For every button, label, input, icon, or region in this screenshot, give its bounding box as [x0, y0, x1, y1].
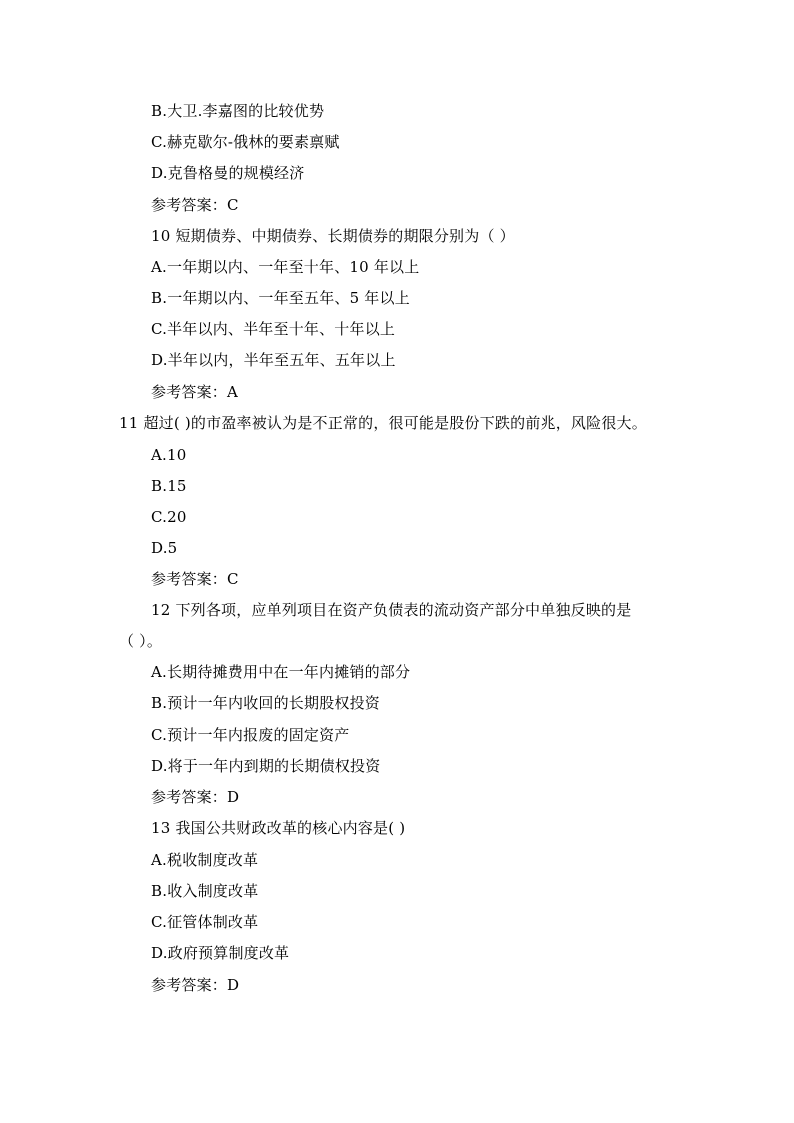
- q10-option-d: D.半年以内，半年至五年、五年以上: [151, 351, 396, 369]
- q13-option-d: D.政府预算制度改革: [151, 944, 290, 962]
- q13-option-a: A.税收制度改革: [151, 851, 259, 869]
- q11-option-b: B.15: [151, 477, 187, 495]
- q11-option-a: A.10: [151, 446, 187, 464]
- q9-option-d: D.克鲁格曼的规模经济: [151, 164, 305, 182]
- q10-option-c: C.半年以内、半年至十年、十年以上: [151, 320, 396, 338]
- q12-answer: 参考答案：D: [151, 788, 240, 806]
- q12-option-d: D.将于一年内到期的长期债权投资: [151, 757, 381, 775]
- q11-option-c: C.20: [151, 508, 187, 526]
- q12-option-b: B.预计一年内收回的长期股权投资: [151, 694, 380, 712]
- q12-question-line2: （ ）。: [119, 632, 163, 650]
- q13-question: 13 我国公共财政改革的核心内容是( ): [151, 819, 406, 837]
- q10-option-a: A.一年期以内、一年至十年、10 年以上: [151, 258, 420, 276]
- q11-option-d: D.5: [151, 539, 178, 557]
- q11-question: 11 超过( )的市盈率被认为是不正常的，很可能是股份下跌的前兆，风险很大。: [119, 414, 647, 432]
- q12-question-line1: 12 下列各项，应单列项目在资产负债表的流动资产部分中单独反映的是: [151, 601, 632, 619]
- q10-answer: 参考答案：A: [151, 383, 239, 401]
- q13-option-c: C.征管体制改革: [151, 913, 259, 931]
- q12-option-a: A.长期待摊费用中在一年内摊销的部分: [151, 663, 411, 681]
- q11-answer: 参考答案：C: [151, 570, 239, 588]
- q13-option-b: B.收入制度改革: [151, 882, 259, 900]
- q9-option-b: B.大卫.李嘉图的比较优势: [151, 102, 325, 120]
- q10-question: 10 短期债券、中期债券、长期债券的期限分别为（ ）: [151, 227, 515, 245]
- q10-option-b: B.一年期以内、一年至五年、5 年以上: [151, 289, 410, 307]
- q9-answer: 参考答案：C: [151, 196, 239, 214]
- q12-option-c: C.预计一年内报废的固定资产: [151, 726, 350, 744]
- q9-option-c: C.赫克歇尔-俄林的要素禀赋: [151, 133, 340, 151]
- q13-answer: 参考答案：D: [151, 976, 240, 994]
